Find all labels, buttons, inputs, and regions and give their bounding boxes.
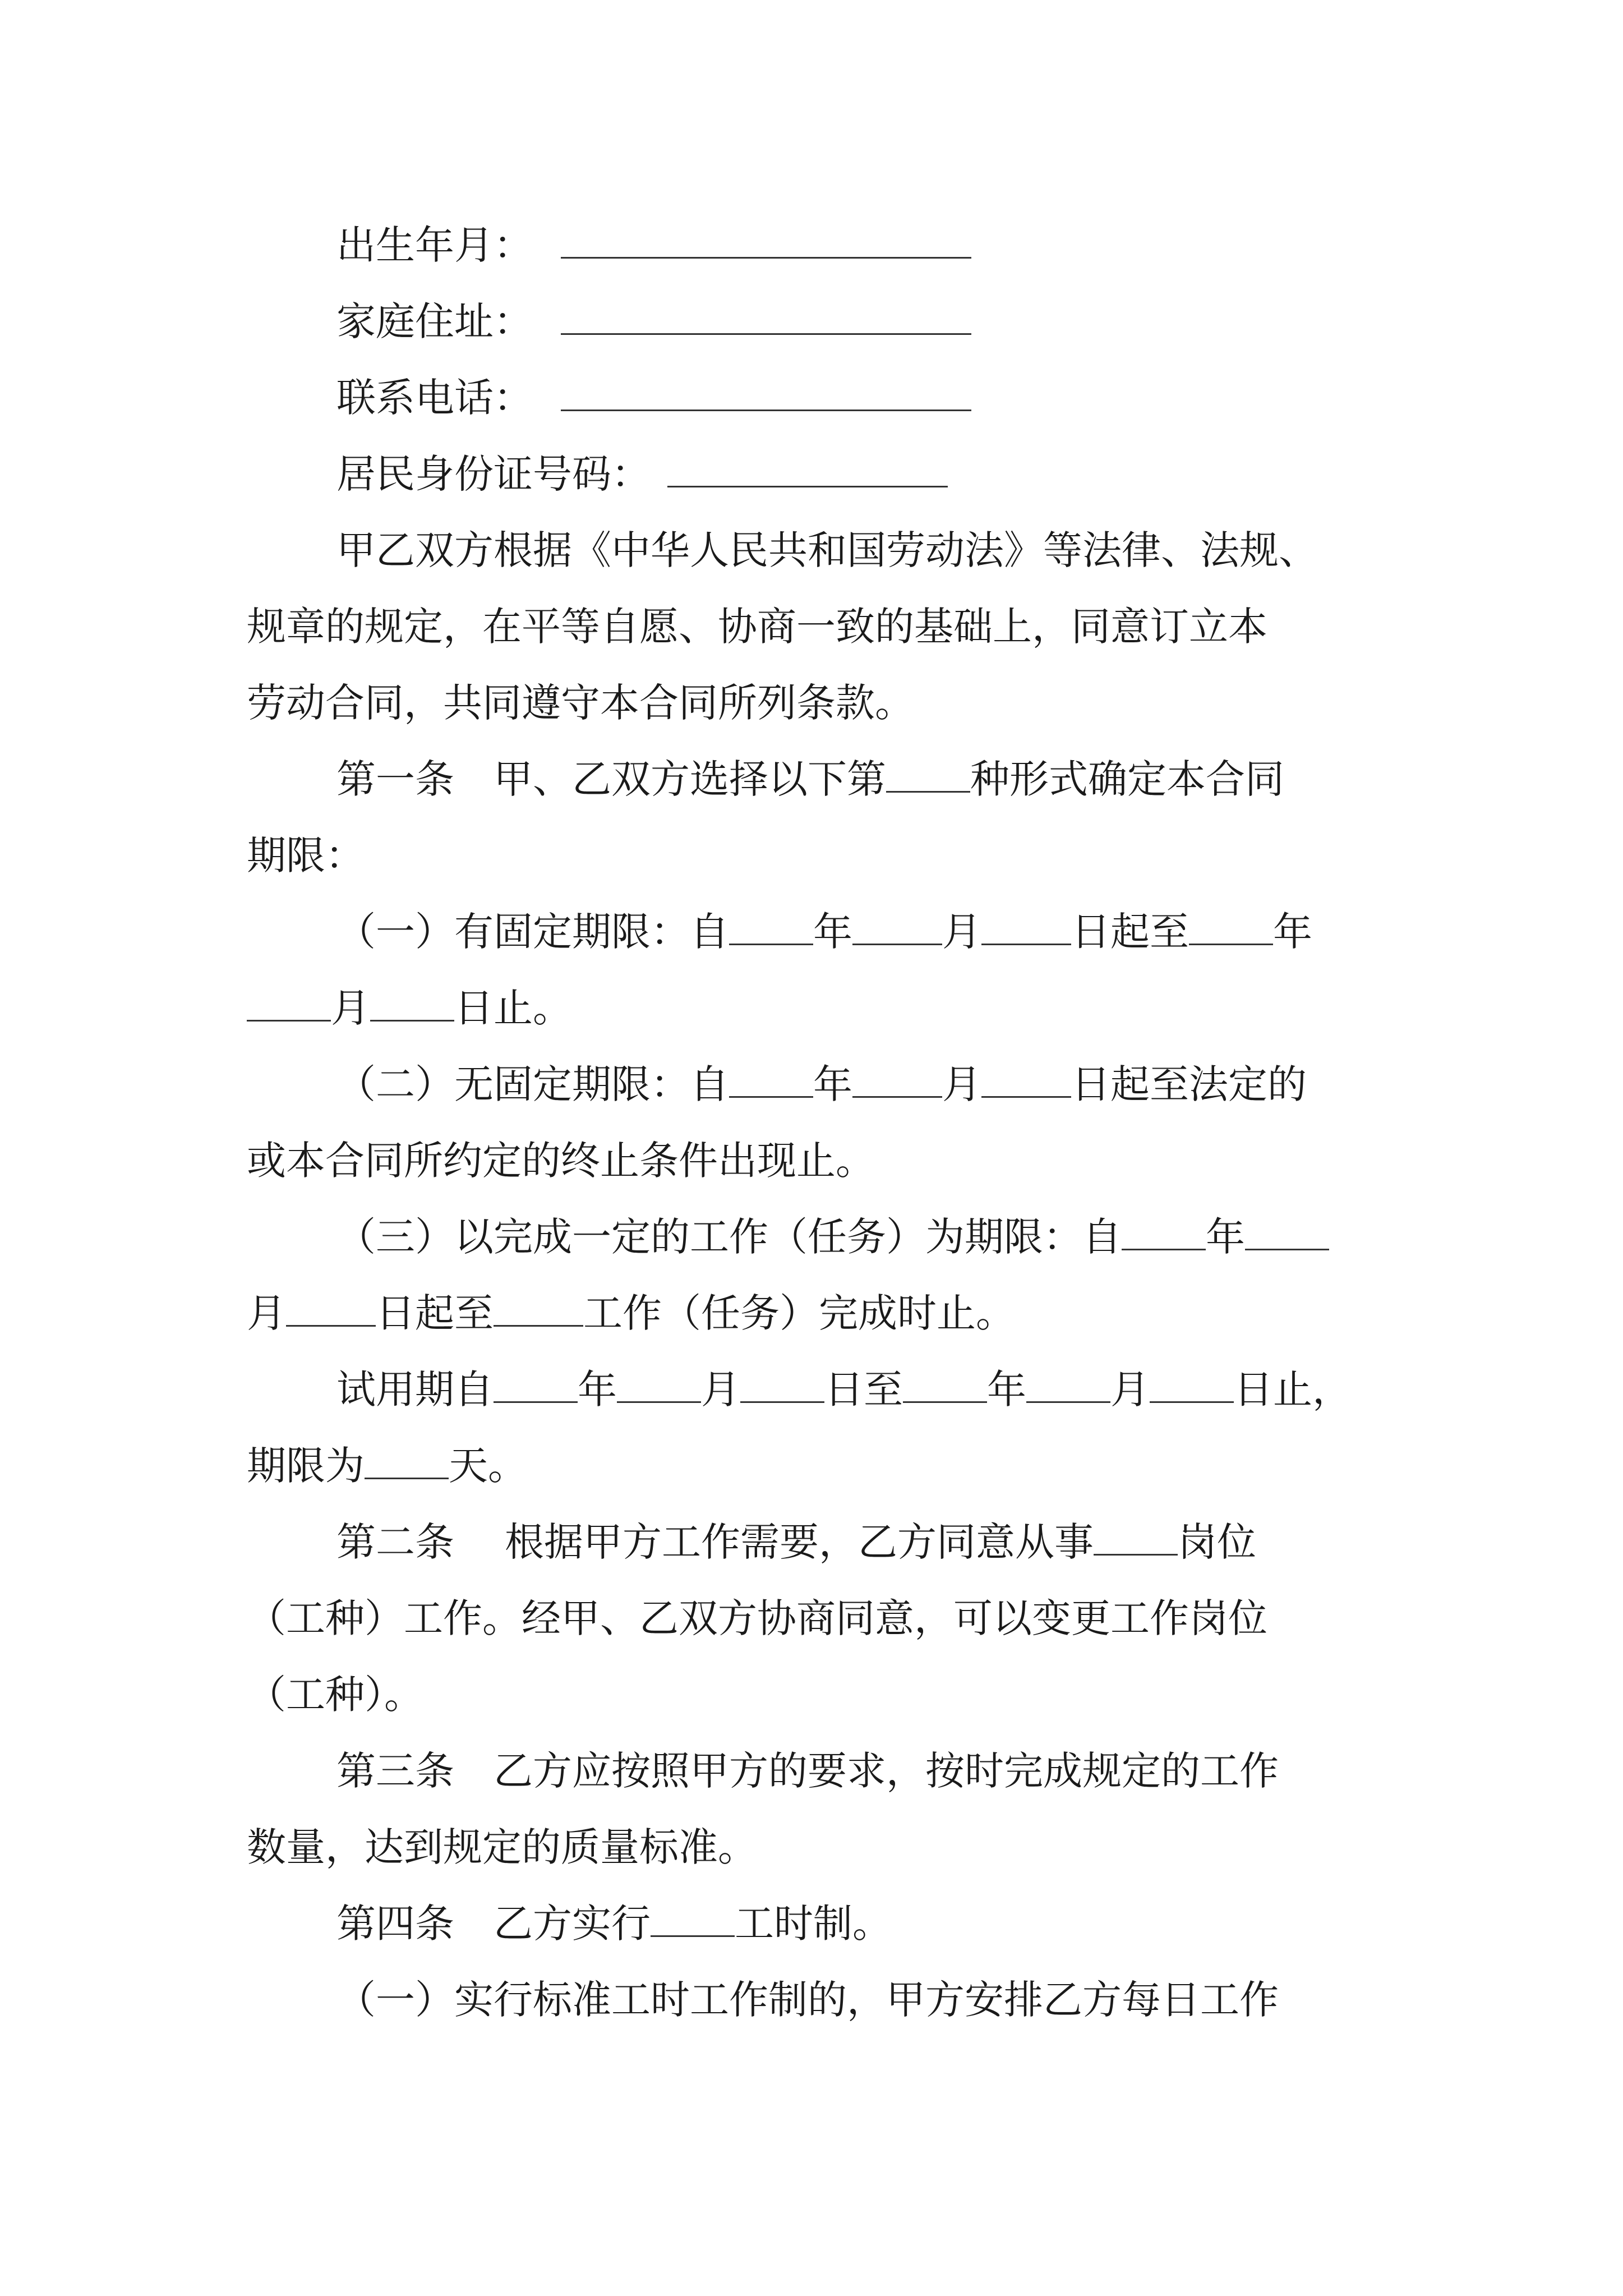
blank-task[interactable]: [494, 1290, 583, 1327]
clause-text: 日起至法定的: [1071, 1061, 1307, 1107]
blank-year[interactable]: [1122, 1214, 1206, 1250]
article-title: 第四条: [336, 1901, 454, 1947]
field-label: 居民身份证号码：: [336, 451, 651, 497]
year-label: 年: [813, 1061, 852, 1107]
month-label: 月: [331, 985, 370, 1031]
blank-day[interactable]: [740, 1366, 824, 1403]
field-home-address: [336, 296, 971, 347]
blank-days[interactable]: [365, 1443, 449, 1479]
article-text: 岗位: [1178, 1519, 1256, 1565]
article-text: 种形式确定本合同: [970, 756, 1284, 802]
fixed-term-line-2: [247, 983, 572, 1033]
blank-month[interactable]: [1026, 1366, 1110, 1403]
blank-year[interactable]: [494, 1366, 578, 1403]
probation-line-2: [247, 1441, 527, 1491]
blank-day[interactable]: [1150, 1366, 1234, 1403]
open-term-line-2: 或本合同所约定的终止条件出现止。: [247, 1138, 875, 1184]
preamble-line-1: 甲乙双方根据《中华人民共和国劳动法》等法律、法规、: [336, 527, 1318, 573]
blank-id-number[interactable]: [667, 451, 948, 487]
month-label: 月: [701, 1366, 740, 1412]
field-label: 出生年月：: [336, 222, 533, 268]
article-title: 第一条: [336, 756, 454, 802]
blank-day[interactable]: [981, 1061, 1071, 1098]
month-label: 月: [1110, 1366, 1150, 1412]
clause-text: 日止。: [454, 985, 572, 1031]
article-2-line-2: （工种）工作。经甲、乙双方协商同意，可以变更工作岗位: [247, 1595, 1267, 1641]
field-birth-date: [336, 220, 971, 270]
field-label: 联系电话：: [336, 375, 533, 421]
month-label: 月: [942, 1061, 981, 1107]
field-label: 家庭住址：: [336, 298, 533, 344]
article-1-line-1: [336, 754, 1284, 804]
clause-text: （二）无固定期限：自: [336, 1061, 729, 1107]
blank-year[interactable]: [903, 1366, 987, 1403]
blank-work-hours[interactable]: [651, 1901, 735, 1937]
article-text: 乙方实行: [494, 1901, 651, 1947]
article-4-line-2: （一）实行标准工时工作制的，甲方安排乙方每日工作: [336, 1977, 1279, 2023]
article-3-line-2: 数量，达到规定的质量标准。: [247, 1824, 757, 1870]
year-label: 年: [578, 1366, 617, 1412]
clause-text: 日止，: [1234, 1366, 1352, 1412]
month-label: 月: [942, 909, 981, 955]
blank-day[interactable]: [370, 985, 454, 1022]
article-text: 乙方应按照甲方的要求，按时完成规定的工作: [494, 1748, 1279, 1794]
clause-text: 日至: [824, 1366, 903, 1412]
article-4-line-1: [336, 1898, 892, 1949]
blank-phone[interactable]: [561, 375, 971, 411]
clause-text: 试用期自: [336, 1366, 494, 1412]
blank-month[interactable]: [852, 909, 942, 945]
year-label: 年: [813, 909, 852, 955]
blank-month[interactable]: [1245, 1214, 1329, 1250]
clause-text: （一）有固定期限：自: [336, 909, 729, 955]
task-term-line-1: [336, 1212, 1329, 1262]
fixed-term-line-1: [336, 907, 1312, 957]
clause-text: （三）以完成一定的工作（任务）为期限：自: [336, 1214, 1122, 1260]
clause-text: 日起至: [376, 1290, 494, 1336]
blank-form-number[interactable]: [886, 756, 970, 793]
probation-line-1: [336, 1364, 1352, 1415]
clause-text: 天。: [449, 1443, 527, 1489]
blank-month[interactable]: [617, 1366, 701, 1403]
article-2-line-1: [336, 1517, 1256, 1567]
clause-text: 日起至: [1071, 909, 1189, 955]
year-label: 年: [1273, 909, 1312, 955]
blank-position[interactable]: [1094, 1519, 1178, 1556]
blank-year[interactable]: [1189, 909, 1273, 945]
blank-home-address[interactable]: [561, 298, 971, 335]
task-term-line-2: [247, 1288, 1015, 1338]
blank-month[interactable]: [852, 1061, 942, 1098]
year-label: 年: [987, 1366, 1026, 1412]
blank-day[interactable]: [286, 1290, 376, 1327]
article-text: 工时制。: [735, 1901, 892, 1947]
blank-birth-date[interactable]: [561, 222, 971, 259]
year-label: 年: [1206, 1214, 1245, 1260]
article-title: 第三条: [336, 1748, 454, 1794]
preamble-line-2: 规章的规定，在平等自愿、协商一致的基础上，同意订立本: [247, 604, 1267, 650]
clause-text: 期限为: [247, 1443, 365, 1489]
blank-day[interactable]: [981, 909, 1071, 945]
open-term-line-1: [336, 1059, 1307, 1110]
article-2-line-3: （工种）。: [247, 1672, 423, 1718]
blank-year[interactable]: [729, 909, 813, 945]
preamble-line-3: 劳动合同，共同遵守本合同所列条款。: [247, 680, 914, 726]
field-id-number: [336, 449, 948, 499]
blank-month[interactable]: [247, 985, 331, 1022]
blank-year[interactable]: [729, 1061, 813, 1098]
article-1-line-2: 期限：: [247, 832, 365, 878]
clause-text: 工作（任务）完成时止。: [583, 1290, 1015, 1336]
month-label: 月: [247, 1290, 286, 1336]
article-text: 甲、乙双方选择以下第: [494, 756, 886, 802]
article-text: 根据甲方工作需要，乙方同意从事: [505, 1519, 1094, 1565]
article-3-line-1: [336, 1746, 1279, 1796]
article-title: 第二条: [336, 1519, 454, 1565]
field-phone: [336, 372, 971, 423]
